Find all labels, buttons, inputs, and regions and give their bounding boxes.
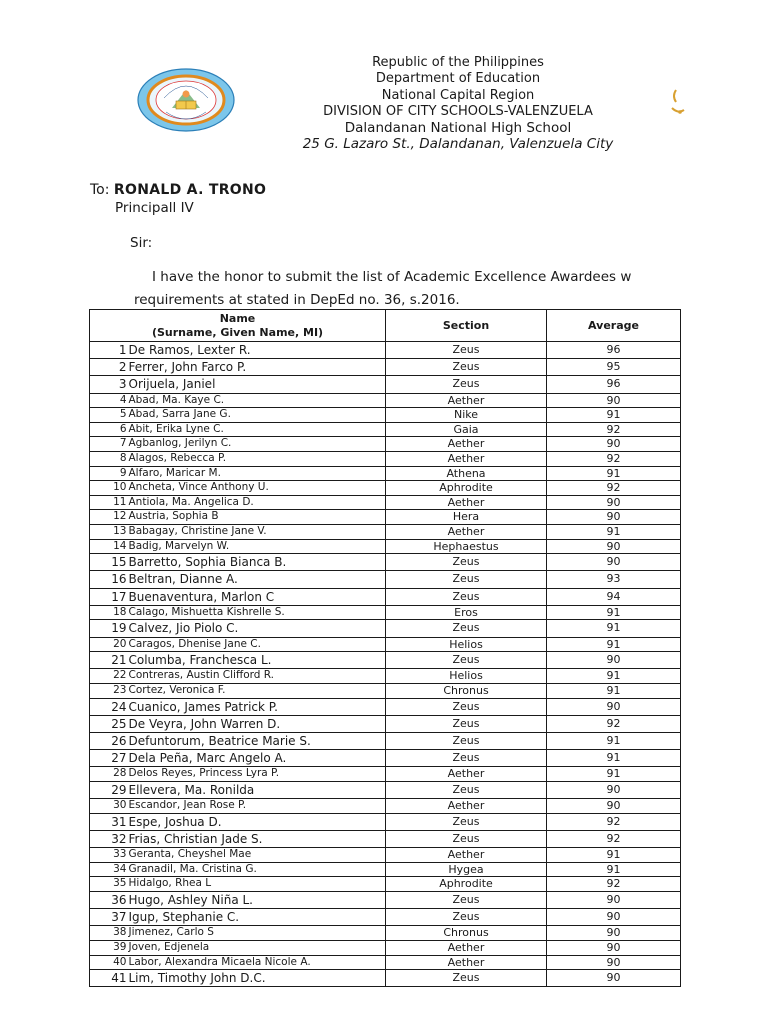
student-section: Zeus bbox=[386, 342, 547, 359]
table-row bbox=[90, 652, 681, 669]
student-section: Zeus bbox=[386, 909, 547, 926]
student-name: Abad, Ma. Kaye C. bbox=[128, 393, 386, 408]
student-section: Zeus bbox=[386, 588, 547, 605]
student-section: Zeus bbox=[386, 781, 547, 798]
student-average: 90 bbox=[547, 891, 681, 908]
student-average: 90 bbox=[547, 781, 681, 798]
student-average: 90 bbox=[547, 926, 681, 941]
student-average: 91 bbox=[547, 750, 681, 767]
recipient-title: Principall IV bbox=[115, 200, 194, 216]
student-section: Aether bbox=[386, 767, 547, 782]
student-section: Zeus bbox=[386, 376, 547, 393]
header-line-republic: Republic of the Philippines bbox=[372, 55, 544, 70]
student-section: Hera bbox=[386, 510, 547, 525]
salutation: Sir: bbox=[130, 235, 153, 251]
table-row bbox=[90, 393, 681, 408]
row-number: 30 bbox=[90, 799, 128, 814]
header-section: Section bbox=[386, 310, 547, 342]
table-row bbox=[90, 510, 681, 525]
table-row bbox=[90, 909, 681, 926]
row-number: 21 bbox=[90, 652, 128, 669]
student-section: Aether bbox=[386, 495, 547, 510]
row-number: 1 bbox=[90, 342, 128, 359]
student-section: Zeus bbox=[386, 891, 547, 908]
row-number: 32 bbox=[90, 830, 128, 847]
student-name: Frias, Christian Jade S. bbox=[128, 830, 386, 847]
student-section: Gaia bbox=[386, 422, 547, 437]
student-section: Chronus bbox=[386, 683, 547, 698]
row-number: 31 bbox=[90, 813, 128, 830]
student-section: Aether bbox=[386, 437, 547, 452]
partial-logo-right bbox=[668, 88, 768, 128]
student-name: Labor, Alexandra Micaela Nicole A. bbox=[128, 955, 386, 970]
student-average: 92 bbox=[547, 422, 681, 437]
row-number: 19 bbox=[90, 620, 128, 637]
student-section: Aether bbox=[386, 848, 547, 863]
student-section: Hygea bbox=[386, 862, 547, 877]
student-section: Chronus bbox=[386, 926, 547, 941]
row-number: 35 bbox=[90, 877, 128, 892]
student-section: Zeus bbox=[386, 970, 547, 987]
row-number: 15 bbox=[90, 554, 128, 571]
student-average: 90 bbox=[547, 437, 681, 452]
student-name: Agbanlog, Jerilyn C. bbox=[128, 437, 386, 452]
row-number: 17 bbox=[90, 588, 128, 605]
student-average: 90 bbox=[547, 495, 681, 510]
student-average: 90 bbox=[547, 652, 681, 669]
row-number: 13 bbox=[90, 524, 128, 539]
table-row bbox=[90, 466, 681, 481]
school-seal-logo bbox=[136, 68, 236, 132]
student-average: 93 bbox=[547, 571, 681, 588]
student-section: Aether bbox=[386, 524, 547, 539]
row-number: 37 bbox=[90, 909, 128, 926]
student-name: Granadil, Ma. Cristina G. bbox=[128, 862, 386, 877]
student-average: 91 bbox=[547, 848, 681, 863]
student-average: 92 bbox=[547, 451, 681, 466]
student-name: Ferrer, John Farco P. bbox=[128, 359, 386, 376]
student-name: Geranta, Cheyshel Mae bbox=[128, 848, 386, 863]
student-average: 91 bbox=[547, 862, 681, 877]
row-number: 25 bbox=[90, 715, 128, 732]
header-name-line-2: (Surname, Given Name, MI) bbox=[151, 325, 324, 339]
row-number: 7 bbox=[90, 437, 128, 452]
student-name: Cuanico, James Patrick P. bbox=[128, 698, 386, 715]
student-section: Eros bbox=[386, 605, 547, 620]
row-number: 4 bbox=[90, 393, 128, 408]
table-row bbox=[90, 539, 681, 554]
to-label: To: bbox=[90, 182, 110, 198]
table-row bbox=[90, 767, 681, 782]
table-row bbox=[90, 732, 681, 749]
student-section: Zeus bbox=[386, 620, 547, 637]
student-average: 92 bbox=[547, 813, 681, 830]
student-name: Delos Reyes, Princess Lyra P. bbox=[128, 767, 386, 782]
student-average: 90 bbox=[547, 698, 681, 715]
student-section: Aether bbox=[386, 393, 547, 408]
row-number: 9 bbox=[90, 466, 128, 481]
table-row bbox=[90, 359, 681, 376]
student-average: 95 bbox=[547, 359, 681, 376]
student-name: Calago, Mishuetta Kishrelle S. bbox=[128, 605, 386, 620]
row-number: 41 bbox=[90, 970, 128, 987]
student-name: Cortez, Veronica F. bbox=[128, 683, 386, 698]
table-row bbox=[90, 605, 681, 620]
student-name: De Ramos, Lexter R. bbox=[128, 342, 386, 359]
table-row bbox=[90, 891, 681, 908]
student-section: Aether bbox=[386, 955, 547, 970]
student-average: 90 bbox=[547, 393, 681, 408]
student-name: Lim, Timothy John D.C. bbox=[128, 970, 386, 987]
table-row bbox=[90, 781, 681, 798]
header-name-line-1: Name bbox=[219, 311, 256, 325]
table-row bbox=[90, 669, 681, 684]
student-average: 90 bbox=[547, 554, 681, 571]
student-average: 90 bbox=[547, 510, 681, 525]
table-row bbox=[90, 588, 681, 605]
row-number: 24 bbox=[90, 698, 128, 715]
row-number: 18 bbox=[90, 605, 128, 620]
row-number: 23 bbox=[90, 683, 128, 698]
student-average: 91 bbox=[547, 732, 681, 749]
student-name: Ancheta, Vince Anthony U. bbox=[128, 481, 386, 496]
row-number: 26 bbox=[90, 732, 128, 749]
row-number: 8 bbox=[90, 451, 128, 466]
table-row bbox=[90, 698, 681, 715]
recipient-name: RONALD A. TRONO bbox=[113, 182, 267, 198]
student-name: Abad, Sarra Jane G. bbox=[128, 408, 386, 423]
student-average: 92 bbox=[547, 715, 681, 732]
student-name: Hidalgo, Rhea L bbox=[128, 877, 386, 892]
student-section: Zeus bbox=[386, 750, 547, 767]
row-number: 38 bbox=[90, 926, 128, 941]
header-line-department: Department of Education bbox=[375, 71, 541, 87]
header-average: Average bbox=[547, 310, 681, 342]
table-row bbox=[90, 342, 681, 359]
student-section: Zeus bbox=[386, 554, 547, 571]
student-section: Athena bbox=[386, 466, 547, 481]
student-name: Antiola, Ma. Angelica D. bbox=[128, 495, 386, 510]
student-section: Zeus bbox=[386, 813, 547, 830]
student-average: 90 bbox=[547, 955, 681, 970]
student-name: Alagos, Rebecca P. bbox=[128, 451, 386, 466]
table-row bbox=[90, 437, 681, 452]
table-row bbox=[90, 877, 681, 892]
table-row bbox=[90, 848, 681, 863]
row-number: 6 bbox=[90, 422, 128, 437]
row-number: 28 bbox=[90, 767, 128, 782]
table-row bbox=[90, 813, 681, 830]
table-row bbox=[90, 750, 681, 767]
student-average: 92 bbox=[547, 481, 681, 496]
student-name: Calvez, Jio Piolo C. bbox=[128, 620, 386, 637]
table-row bbox=[90, 524, 681, 539]
student-section: Helios bbox=[386, 669, 547, 684]
letter-body-line-1: I have the honor to submit the list of Academic Excellence Awardees w bbox=[152, 269, 632, 285]
student-name: Caragos, Dhenise Jane C. bbox=[128, 637, 386, 652]
student-average: 91 bbox=[547, 620, 681, 637]
table-row bbox=[90, 862, 681, 877]
student-average: 90 bbox=[547, 799, 681, 814]
student-average: 96 bbox=[547, 376, 681, 393]
student-average: 92 bbox=[547, 877, 681, 892]
row-number: 3 bbox=[90, 376, 128, 393]
table-row bbox=[90, 422, 681, 437]
header-name bbox=[90, 310, 386, 342]
row-number: 36 bbox=[90, 891, 128, 908]
student-section: Zeus bbox=[386, 830, 547, 847]
student-average: 90 bbox=[547, 940, 681, 955]
student-average: 91 bbox=[547, 605, 681, 620]
table-row bbox=[90, 683, 681, 698]
student-section: Zeus bbox=[386, 698, 547, 715]
table-row bbox=[90, 481, 681, 496]
header-line-division: DIVISION OF CITY SCHOOLS-VALENZUELA bbox=[323, 103, 593, 119]
student-name: Orijuela, Janiel bbox=[128, 376, 386, 393]
row-number: 39 bbox=[90, 940, 128, 955]
header-line-region: National Capital Region bbox=[381, 87, 535, 103]
student-section: Zeus bbox=[386, 732, 547, 749]
student-section: Zeus bbox=[386, 715, 547, 732]
student-name: Dela Peña, Marc Angelo A. bbox=[128, 750, 386, 767]
row-number: 14 bbox=[90, 539, 128, 554]
student-name: Ellevera, Ma. Ronilda bbox=[128, 781, 386, 798]
row-number: 20 bbox=[90, 637, 128, 652]
row-number: 16 bbox=[90, 571, 128, 588]
table-row bbox=[90, 970, 681, 987]
student-name: Jimenez, Carlo S bbox=[128, 926, 386, 941]
recipient-line bbox=[90, 182, 266, 198]
row-number: 2 bbox=[90, 359, 128, 376]
table-row bbox=[90, 955, 681, 970]
student-name: Alfaro, Maricar M. bbox=[128, 466, 386, 481]
header-school-name: Dalandanan National High School bbox=[344, 120, 572, 137]
student-average: 91 bbox=[547, 683, 681, 698]
row-number: 40 bbox=[90, 955, 128, 970]
table-row bbox=[90, 451, 681, 466]
row-number: 22 bbox=[90, 669, 128, 684]
student-average: 91 bbox=[547, 637, 681, 652]
table-body bbox=[90, 342, 681, 987]
student-name: Escandor, Jean Rose P. bbox=[128, 799, 386, 814]
student-name: Austria, Sophia B bbox=[128, 510, 386, 525]
student-average: 91 bbox=[547, 524, 681, 539]
student-name: Abit, Erika Lyne C. bbox=[128, 422, 386, 437]
student-name: Buenaventura, Marlon C bbox=[128, 588, 386, 605]
table-row bbox=[90, 495, 681, 510]
student-name: Espe, Joshua D. bbox=[128, 813, 386, 830]
row-number: 27 bbox=[90, 750, 128, 767]
student-name: Columba, Franchesca L. bbox=[128, 652, 386, 669]
row-number: 11 bbox=[90, 495, 128, 510]
header-address: 25 G. Lazaro St., Dalandanan, Valenzuela City bbox=[302, 136, 614, 153]
awardees-table bbox=[89, 309, 681, 987]
student-name: Hugo, Ashley Niña L. bbox=[128, 891, 386, 908]
table-row bbox=[90, 715, 681, 732]
student-section: Zeus bbox=[386, 652, 547, 669]
letterhead bbox=[250, 55, 666, 153]
student-section: Zeus bbox=[386, 359, 547, 376]
table-row bbox=[90, 926, 681, 941]
row-number: 34 bbox=[90, 862, 128, 877]
student-average: 91 bbox=[547, 767, 681, 782]
student-name: Contreras, Austin Clifford R. bbox=[128, 669, 386, 684]
student-section: Helios bbox=[386, 637, 547, 652]
row-number: 33 bbox=[90, 848, 128, 863]
student-average: 92 bbox=[547, 830, 681, 847]
student-name: Joven, Edjenela bbox=[128, 940, 386, 955]
student-average: 90 bbox=[547, 909, 681, 926]
table-row bbox=[90, 620, 681, 637]
row-number: 12 bbox=[90, 510, 128, 525]
table-row bbox=[90, 554, 681, 571]
letter-body-line-2: requirements at stated in DepEd no. 36, s.2016. bbox=[134, 292, 460, 308]
row-number: 10 bbox=[90, 481, 128, 496]
row-number: 5 bbox=[90, 408, 128, 423]
student-average: 94 bbox=[547, 588, 681, 605]
row-number: 29 bbox=[90, 781, 128, 798]
table-row bbox=[90, 376, 681, 393]
table-row bbox=[90, 571, 681, 588]
student-name: Beltran, Dianne A. bbox=[128, 571, 386, 588]
student-average: 90 bbox=[547, 539, 681, 554]
student-section: Aether bbox=[386, 451, 547, 466]
student-name: Babagay, Christine Jane V. bbox=[128, 524, 386, 539]
student-average: 96 bbox=[547, 342, 681, 359]
table-header-row bbox=[90, 310, 681, 342]
student-section: Aether bbox=[386, 940, 547, 955]
student-section: Aphrodite bbox=[386, 481, 547, 496]
student-section: Aphrodite bbox=[386, 877, 547, 892]
student-name: Barretto, Sophia Bianca B. bbox=[128, 554, 386, 571]
table-row bbox=[90, 799, 681, 814]
table-row bbox=[90, 408, 681, 423]
student-average: 91 bbox=[547, 408, 681, 423]
table-row bbox=[90, 940, 681, 955]
table-row bbox=[90, 637, 681, 652]
student-name: Badig, Marvelyn W. bbox=[128, 539, 386, 554]
student-section: Aether bbox=[386, 799, 547, 814]
student-average: 91 bbox=[547, 669, 681, 684]
student-name: De Veyra, John Warren D. bbox=[128, 715, 386, 732]
student-average: 91 bbox=[547, 466, 681, 481]
student-average: 90 bbox=[547, 970, 681, 987]
table-row bbox=[90, 830, 681, 847]
student-name: Igup, Stephanie C. bbox=[128, 909, 386, 926]
student-section: Hephaestus bbox=[386, 539, 547, 554]
student-section: Zeus bbox=[386, 571, 547, 588]
student-section: Nike bbox=[386, 408, 547, 423]
student-name: Defuntorum, Beatrice Marie S. bbox=[128, 732, 386, 749]
